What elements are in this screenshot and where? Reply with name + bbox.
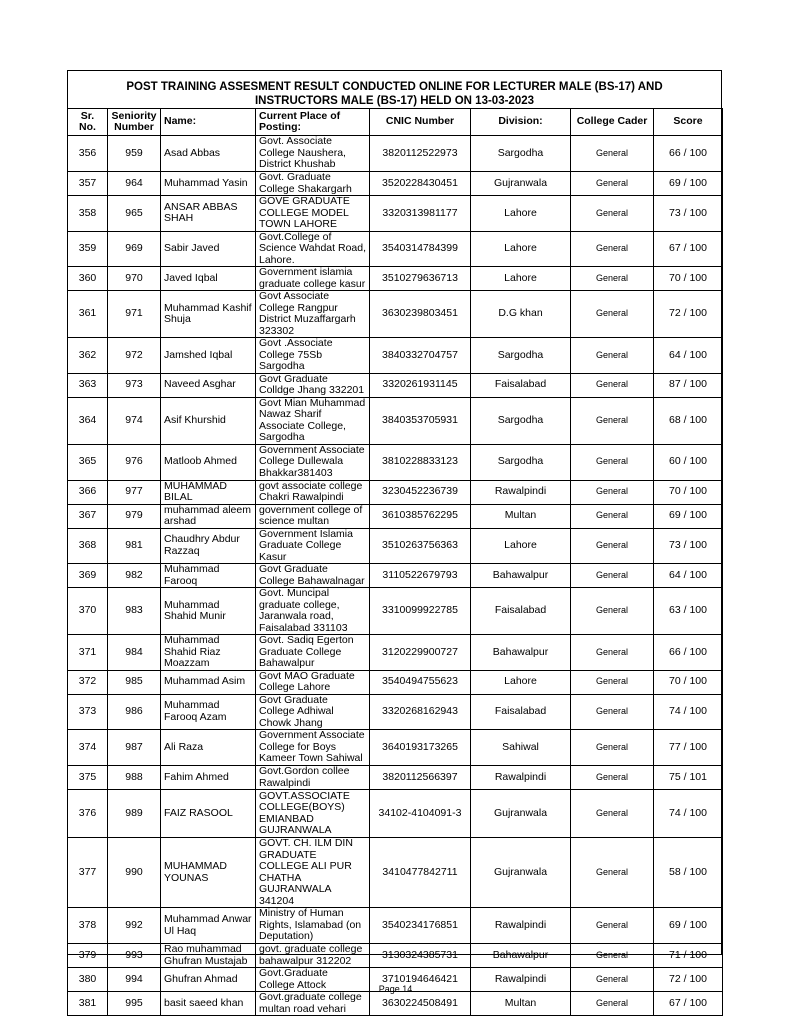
row-seniority: 977 [108,480,161,504]
row-name: Muhammad Kashif Shuja [161,291,256,338]
row-score: 72 / 100 [654,291,723,338]
row-division: Rawalpindi [471,968,571,992]
table-row [68,790,723,838]
table-row [68,444,723,480]
row-cader: General [571,670,654,694]
row-sr: 363 [68,373,108,397]
row-name: Rao muhammad Ghufran Mustajab [161,944,256,968]
row-division: Rawalpindi [471,766,571,790]
table-row [68,480,723,504]
header-cader: College Cader [571,109,654,136]
row-score: 66 / 100 [654,136,723,172]
row-division: Sargodha [471,397,571,444]
row-posting: Govt.Gordon collee Rawalpindi [256,766,370,790]
row-sr: 372 [68,670,108,694]
row-name: MUHAMMAD YOUNAS [161,838,256,908]
row-sr: 364 [68,397,108,444]
row-posting: Government Associate College for Boys Kameer Town Sahiwal [256,730,370,766]
table-row [68,136,723,172]
row-cader: General [571,397,654,444]
row-division: Bahawalpur [471,944,571,968]
row-cader: General [571,908,654,944]
row-seniority: 983 [108,588,161,635]
row-division: Rawalpindi [471,480,571,504]
row-seniority: 959 [108,136,161,172]
row-sr: 380 [68,968,108,992]
row-sr: 370 [68,588,108,635]
row-name: basit saeed khan [161,992,256,1016]
table-row [68,528,723,564]
row-sr: 357 [68,172,108,196]
title-line-1: POST TRAINING ASSESMENT RESULT CONDUCTED ONLINE FOR LECTURER MALE (BS-17) AND [126,81,663,93]
row-sr: 367 [68,504,108,528]
row-cader: General [571,838,654,908]
row-cnic: 3130324385731 [370,944,471,968]
row-name: Asad Abbas [161,136,256,172]
row-score: 74 / 100 [654,694,723,730]
table-row [68,267,723,291]
document-title [67,80,722,108]
row-cnic: 3710194646421 [370,968,471,992]
row-division: Bahawalpur [471,564,571,588]
row-division: Lahore [471,528,571,564]
row-cnic: 3520228430451 [370,172,471,196]
row-score: 67 / 100 [654,231,723,267]
row-name: FAIZ RASOOL [161,790,256,838]
row-division: Gujranwala [471,172,571,196]
table-row [68,838,723,908]
row-posting: Govt. Sadiq Egerton Graduate College Bahawalpur [256,635,370,671]
row-name: Ali Raza [161,730,256,766]
row-cnic: 34102-4104091-3 [370,790,471,838]
table-row [68,588,723,635]
header-seniority: Seniority Number [108,109,161,136]
row-seniority: 973 [108,373,161,397]
header-name: Name: [161,109,256,136]
row-seniority: 993 [108,944,161,968]
row-cnic: 3640193173265 [370,730,471,766]
row-cader: General [571,564,654,588]
row-cader: General [571,291,654,338]
row-posting: Govt Graduate College Adhiwal Chowk Jhang [256,694,370,730]
table-row [68,564,723,588]
row-cader: General [571,373,654,397]
row-posting: Govt Mian Muhammad Nawaz Sharif Associate College, Sargodha [256,397,370,444]
row-sr: 371 [68,635,108,671]
row-cnic: 3630224508491 [370,992,471,1016]
row-cader: General [571,766,654,790]
table-row [68,196,723,232]
row-score: 68 / 100 [654,397,723,444]
row-cnic: 3820112522973 [370,136,471,172]
table-row [68,504,723,528]
table-row [68,944,723,968]
row-division: Faisalabad [471,588,571,635]
row-score: 73 / 100 [654,528,723,564]
row-seniority: 981 [108,528,161,564]
row-score: 71 / 100 [654,944,723,968]
row-seniority: 995 [108,992,161,1016]
table-row [68,373,723,397]
row-cnic: 3310099922785 [370,588,471,635]
table-row [68,992,723,1016]
row-division: Rawalpindi [471,908,571,944]
row-cader: General [571,588,654,635]
row-name: Muhammad Asim [161,670,256,694]
row-sr: 366 [68,480,108,504]
table-row [68,694,723,730]
row-posting: GOVE GRADUATE COLLEGE MODEL TOWN LAHORE [256,196,370,232]
row-seniority: 992 [108,908,161,944]
row-posting: Govt Graduate College Bahawalnagar [256,564,370,588]
row-name: Javed Iqbal [161,267,256,291]
row-cnic: 3320313981177 [370,196,471,232]
row-posting: Ministry of Human Rights, Islamabad (on Deputation) [256,908,370,944]
row-seniority: 987 [108,730,161,766]
row-posting: Govt .Associate College 75Sb Sargodha [256,338,370,374]
row-score: 72 / 100 [654,968,723,992]
row-name: MUHAMMAD BILAL [161,480,256,504]
table-row [68,766,723,790]
row-score: 64 / 100 [654,338,723,374]
row-name: Muhammad Shahid Munir [161,588,256,635]
row-seniority: 971 [108,291,161,338]
row-cnic: 3810228833123 [370,444,471,480]
row-division: Multan [471,504,571,528]
row-score: 63 / 100 [654,588,723,635]
row-cnic: 3320268162943 [370,694,471,730]
row-sr: 368 [68,528,108,564]
table-row [68,908,723,944]
row-seniority: 994 [108,968,161,992]
header-score: Score [654,109,723,136]
table-row [68,231,723,267]
row-score: 69 / 100 [654,172,723,196]
row-posting: Govt MAO Graduate College Lahore [256,670,370,694]
row-name: Fahim Ahmed [161,766,256,790]
row-cnic: 3410477842711 [370,838,471,908]
row-sr: 374 [68,730,108,766]
row-name: Ghufran Ahmad [161,968,256,992]
table-row [68,635,723,671]
row-posting: Govt.graduate college multan road vehari [256,992,370,1016]
row-cnic: 3820112566397 [370,766,471,790]
row-division: Faisalabad [471,373,571,397]
header-cnic: CNIC Number [370,109,471,136]
row-sr: 376 [68,790,108,838]
row-posting: Government Islamia Graduate College Kasur [256,528,370,564]
row-cnic: 3510279636713 [370,267,471,291]
row-division: D.G khan [471,291,571,338]
row-posting: GOVT. CH. ILM DIN GRADUATE COLLEGE ALI PUR CHATHA GUJRANWALA 341204 [256,838,370,908]
row-sr: 377 [68,838,108,908]
row-name: Muhammad Anwar Ul Haq [161,908,256,944]
row-cnic: 3510263756363 [370,528,471,564]
row-score: 77 / 100 [654,730,723,766]
row-posting: Govt. Associate College Naushera, District Khushab [256,136,370,172]
row-seniority: 988 [108,766,161,790]
row-posting: Government islamia graduate college kasur [256,267,370,291]
row-name: Jamshed Iqbal [161,338,256,374]
row-cader: General [571,694,654,730]
row-division: Sargodha [471,338,571,374]
header-posting: Current Place of Posting: [256,109,370,136]
row-division: Bahawalpur [471,635,571,671]
table-row [68,172,723,196]
row-seniority: 969 [108,231,161,267]
row-posting: Govt. Muncipal graduate college, Jaranwala road, Faisalabad 331103 [256,588,370,635]
row-name: ANSAR ABBAS SHAH [161,196,256,232]
row-cnic: 3230452236739 [370,480,471,504]
row-seniority: 965 [108,196,161,232]
row-cader: General [571,730,654,766]
row-division: Lahore [471,231,571,267]
row-cader: General [571,992,654,1016]
row-seniority: 974 [108,397,161,444]
row-seniority: 985 [108,670,161,694]
row-division: Multan [471,992,571,1016]
row-posting: Govt.College of Science Wahdat Road, Lahore. [256,231,370,267]
row-name: Chaudhry Abdur Razzaq [161,528,256,564]
row-name: Matloob Ahmed [161,444,256,480]
row-posting: Govt Graduate Colldge Jhang 332201 [256,373,370,397]
row-cnic: 3630239803451 [370,291,471,338]
row-posting: government college of science multan [256,504,370,528]
row-cnic: 3540494755623 [370,670,471,694]
row-division: Gujranwala [471,838,571,908]
row-sr: 365 [68,444,108,480]
row-division: Lahore [471,267,571,291]
row-cader: General [571,136,654,172]
row-score: 70 / 100 [654,480,723,504]
row-cnic: 3320261931145 [370,373,471,397]
row-seniority: 979 [108,504,161,528]
row-sr: 379 [68,944,108,968]
results-table [67,108,723,1016]
row-posting: govt associate college Chakri Rawalpindi [256,480,370,504]
row-cader: General [571,267,654,291]
row-cnic: 3610385762295 [370,504,471,528]
row-sr: 369 [68,564,108,588]
row-sr: 360 [68,267,108,291]
header-sr: Sr. No. [68,109,108,136]
row-score: 67 / 100 [654,992,723,1016]
row-score: 74 / 100 [654,790,723,838]
row-seniority: 970 [108,267,161,291]
row-sr: 381 [68,992,108,1016]
row-seniority: 989 [108,790,161,838]
row-division: Sahiwal [471,730,571,766]
row-cader: General [571,172,654,196]
row-cader: General [571,444,654,480]
row-posting: Government Associate College Dullewala Bhakkar381403 [256,444,370,480]
row-name: Muhammad Yasin [161,172,256,196]
row-cnic: 3120229900727 [370,635,471,671]
row-score: 87 / 100 [654,373,723,397]
row-cnic: 3540314784399 [370,231,471,267]
row-posting: Govt Associate College Rangpur District Muzaffargarh 323302 [256,291,370,338]
row-division: Lahore [471,196,571,232]
row-cnic: 3110522679793 [370,564,471,588]
table-row [68,730,723,766]
table-row [68,338,723,374]
row-seniority: 964 [108,172,161,196]
row-score: 60 / 100 [654,444,723,480]
row-sr: 356 [68,136,108,172]
row-sr: 378 [68,908,108,944]
row-score: 70 / 100 [654,267,723,291]
row-sr: 373 [68,694,108,730]
row-score: 69 / 100 [654,504,723,528]
row-score: 66 / 100 [654,635,723,671]
row-cnic: 3840353705931 [370,397,471,444]
row-cader: General [571,528,654,564]
header-division: Division: [471,109,571,136]
table-row [68,397,723,444]
row-score: 58 / 100 [654,838,723,908]
row-posting: govt. graduate college bahawalpur 312202 [256,944,370,968]
row-seniority: 986 [108,694,161,730]
row-posting: Govt.Graduate College Attock [256,968,370,992]
row-division: Faisalabad [471,694,571,730]
row-score: 75 / 101 [654,766,723,790]
row-seniority: 982 [108,564,161,588]
row-cader: General [571,480,654,504]
row-sr: 359 [68,231,108,267]
row-division: Sargodha [471,444,571,480]
row-division: Sargodha [471,136,571,172]
row-sr: 362 [68,338,108,374]
row-cader: General [571,968,654,992]
page-number: Page 14 [378,984,413,994]
row-cader: General [571,196,654,232]
row-name: Muhammad Farooq [161,564,256,588]
row-posting: Govt. Graduate College Shakargarh [256,172,370,196]
row-cader: General [571,504,654,528]
row-seniority: 972 [108,338,161,374]
row-division: Lahore [471,670,571,694]
header-row [68,109,723,136]
row-cader: General [571,790,654,838]
row-cnic: 3840332704757 [370,338,471,374]
row-score: 69 / 100 [654,908,723,944]
row-cnic: 3540234176851 [370,908,471,944]
row-score: 70 / 100 [654,670,723,694]
row-name: Asif Khurshid [161,397,256,444]
row-division: Gujranwala [471,790,571,838]
row-sr: 375 [68,766,108,790]
row-sr: 358 [68,196,108,232]
row-score: 64 / 100 [654,564,723,588]
row-name: Naveed Asghar [161,373,256,397]
row-sr: 361 [68,291,108,338]
title-line-2: INSTRUCTORS MALE (BS-17) HELD ON 13-03-2023 [254,95,535,107]
row-cader: General [571,338,654,374]
row-cader: General [571,231,654,267]
row-name: Sabir Javed [161,231,256,267]
row-seniority: 976 [108,444,161,480]
row-name: Muhammad Farooq Azam [161,694,256,730]
row-name: muhammad aleem arshad [161,504,256,528]
row-name: Muhammad Shahid Riaz Moazzam [161,635,256,671]
row-seniority: 990 [108,838,161,908]
row-cader: General [571,635,654,671]
table-row [68,291,723,338]
table-row [68,670,723,694]
row-seniority: 984 [108,635,161,671]
row-cader: General [571,944,654,968]
row-posting: GOVT.ASSOCIATE COLLEGE(BOYS) EMIANBAD GUJRANWALA [256,790,370,838]
row-score: 73 / 100 [654,196,723,232]
